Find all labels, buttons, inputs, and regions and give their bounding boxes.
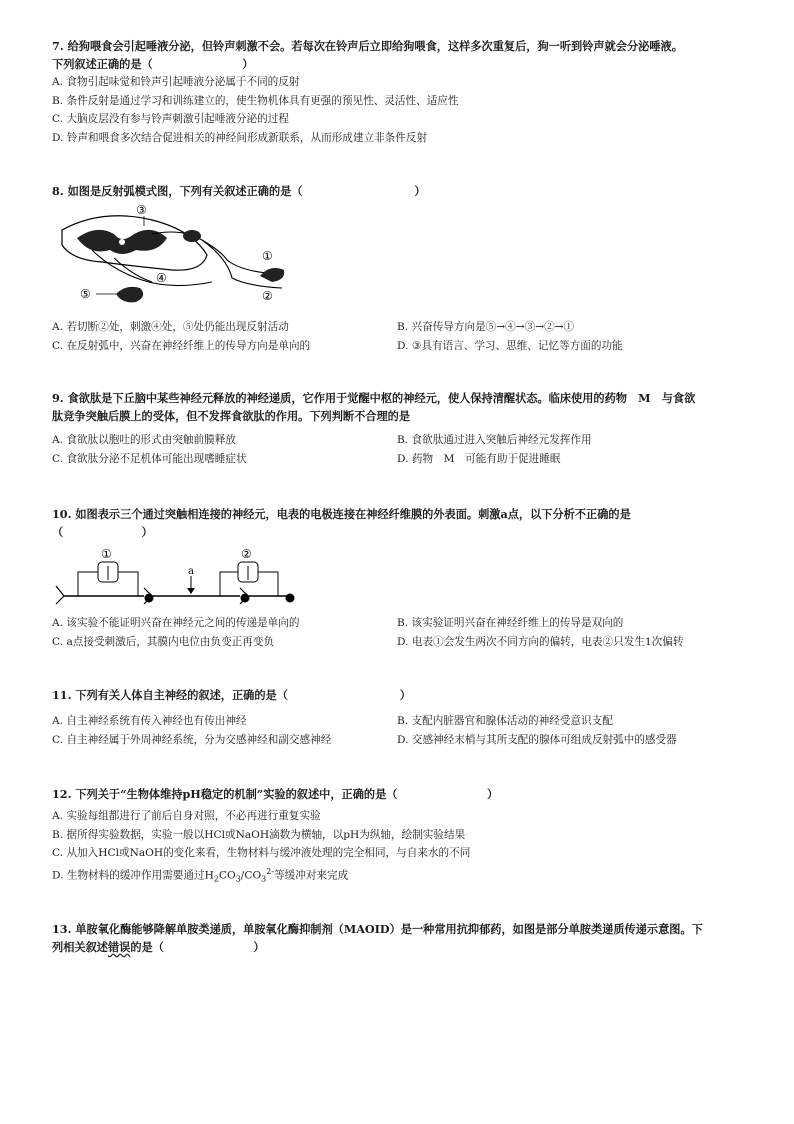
label-3: ③ — [136, 203, 147, 217]
q8-options — [52, 318, 742, 355]
neuron3-end — [286, 594, 295, 603]
question-13 — [52, 920, 742, 956]
stimulus-label: a — [188, 566, 194, 577]
question-7 — [52, 37, 742, 147]
q7-stem-line2: 下列叙述正确的是（ ） — [52, 57, 254, 71]
q7-option-c: C. 大脑皮层没有参与铃声刺激引起唾液分泌的过程 — [52, 113, 289, 125]
q11-option-b: B. 支配内脏器官和腺体活动的神经受意识支配 — [397, 715, 613, 727]
q10-option-a: A. 该实验不能证明兴奋在神经元之间的传递是单向的 — [52, 617, 300, 629]
q13-stem-line2-b: 的是（ ） — [130, 940, 265, 954]
q12-option-d-suffix: 等缓冲对来完成 — [274, 869, 349, 882]
q7-stem-line1: 7. 给狗喂食会引起唾液分泌，但铃声刺激不会。若每次在铃声后立即给狗喂食，这样多次重复后，狗一听到铃声就会分泌唾液。 — [52, 39, 683, 53]
reflex-arc-figure — [52, 200, 302, 310]
stimulus-arrowhead — [187, 588, 195, 594]
effector-shape — [116, 287, 143, 302]
q11-option-a: A. 自主神经系统有传入神经也有传出神经 — [52, 715, 247, 727]
q8-stem: 8. 如图是反射弧模式图，下列有关叙述正确的是（ ） — [52, 184, 426, 198]
question-9 — [52, 389, 742, 468]
q12-option-d-sub1: 2 — [213, 874, 219, 884]
meter1-label: ① — [101, 547, 112, 561]
label-4: ④ — [156, 271, 167, 285]
q13-stem-line2-a: 列相关叙述 — [52, 940, 108, 954]
q12-option-d-mid: CO — [218, 869, 236, 882]
q13-stem-line2 — [52, 938, 742, 956]
q10-option-b: B. 该实验证明兴奋在神经纤维上的传导是双向的 — [397, 617, 624, 629]
q12-option-d-sup: 2- — [266, 866, 275, 876]
q12-stem: 12. 下列关于“生物体维持pH稳定的机制”实验的叙述中，正确的是（ ） — [52, 787, 499, 801]
neuron-meter-figure — [52, 546, 312, 606]
neuron3-body — [241, 594, 250, 603]
q13-stem-line1: 13. 单胺氧化酶能够降解单胺类递质，单胺氧化酶抑制剂（MAOID）是一种常用抗抑郁药，如图是部分单胺类递质传递示意图。下 — [52, 922, 703, 936]
q8-option-a: A. 若切断②处，刺激④处，⑤处仍能出现反射活动 — [52, 321, 289, 333]
label-2: ② — [262, 289, 273, 303]
q13-stem-emphasis: 错误 — [107, 940, 131, 954]
meter2-lead-right — [258, 572, 278, 596]
q7-option-d: D. 铃声和喂食多次结合促进相关的神经间形成新联系，从而形成建立非条件反射 — [52, 131, 428, 144]
neuron2-body — [145, 594, 154, 603]
q9-option-a: A. 食欲肽以胞吐的形式由突触前膜释放 — [52, 434, 236, 446]
meter1-lead-right — [118, 572, 138, 596]
q11-option-c: C. 自主神经属于外周神经系统，分为交感神经和副交感神经 — [52, 733, 332, 746]
ganglion — [183, 230, 201, 242]
q9-stem-line1: 9. 食欲肽是下丘脑中某些神经元释放的神经递质，它作用于觉醒中枢的神经元，使人保持清醒状态。临床使用的药物 M 与食欲 — [52, 391, 696, 405]
meter1-lead-left — [78, 572, 98, 596]
q10-stem-line2: （ ） — [52, 525, 153, 539]
meter2-label: ② — [241, 547, 252, 561]
q9-option-d: D. 药物 M 可能有助于促进睡眠 — [397, 452, 561, 465]
q8-option-b: B. 兴奋传导方向是⑤→④→③→②→① — [397, 321, 575, 333]
q12-option-c: C. 从加入HCl或NaOH的变化来看，生物材料与缓冲液处理的完全相同，与自来水的不同 — [52, 847, 471, 859]
q10-option-c: C. a点接受刺激后，其膜内电位由负变正再变负 — [52, 635, 275, 648]
label-5: ⑤ — [80, 287, 91, 301]
q12-option-d-slash: /CO — [240, 869, 262, 882]
q12-option-b: B. 据所得实验数据，实验一般以HCl或NaOH滴数为横轴，以pH为纵轴，绘制实验结果 — [52, 828, 466, 841]
receptor-shape — [260, 268, 284, 282]
q12-option-d-sub3: 3 — [261, 874, 267, 884]
q12-option-d-sub2: 3 — [235, 874, 241, 884]
q12-option-d-prefix: D. 生物材料的缓冲作用需要通过H — [52, 869, 214, 882]
q11-stem: 11. 下列有关人体自主神经的叙述，正确的是（ ） — [52, 688, 411, 702]
question-12 — [52, 785, 742, 889]
q11-option-d: D. 交感神经末梢与其所支配的腺体可组成反射弧中的感受器 — [397, 733, 677, 746]
q7-option-b: B. 条件反射是通过学习和训练建立的，使生物机体具有更强的预见性、灵活性、适应性 — [52, 94, 459, 107]
q9-stem-line2: 肽竞争突触后膜上的受体，但不发挥食欲肽的作用。下列判断不合理的是 — [52, 409, 411, 423]
question-10 — [52, 505, 742, 541]
q10-option-d: D. 电表①会发生两次不同方向的偏转，电表②只发生1次偏转 — [397, 635, 684, 648]
q8-option-d: D. ③具有语言、学习、思维、记忆等方面的功能 — [397, 339, 623, 352]
q8-option-c: C. 在反射弧中，兴奋在神经纤维上的传导方向是单向的 — [52, 339, 311, 352]
q10-options — [52, 614, 742, 651]
meter2-lead-left — [220, 572, 238, 596]
central-canal — [119, 239, 125, 245]
q12-option-d — [52, 863, 742, 889]
question-8 — [52, 182, 742, 200]
q10-stem-line1: 10. 如图表示三个通过突触相连接的神经元，电表的电极连接在神经纤维膜的外表面。刺激a点，以下分析不正确的是 — [52, 507, 631, 521]
question-11 — [52, 686, 742, 749]
neuron1-dendrite — [56, 586, 64, 604]
q9-option-c: C. 食欲肽分泌不足机体可能出现嗜睡症状 — [52, 452, 247, 465]
q9-option-b: B. 食欲肽通过进入突触后神经元发挥作用 — [397, 434, 592, 446]
q12-option-a: A. 实验每组都进行了前后自身对照，不必再进行重复实验 — [52, 810, 321, 822]
label-1: ① — [262, 249, 273, 263]
q7-option-a: A. 食物引起味觉和铃声引起唾液分泌属于不同的反射 — [52, 76, 300, 88]
